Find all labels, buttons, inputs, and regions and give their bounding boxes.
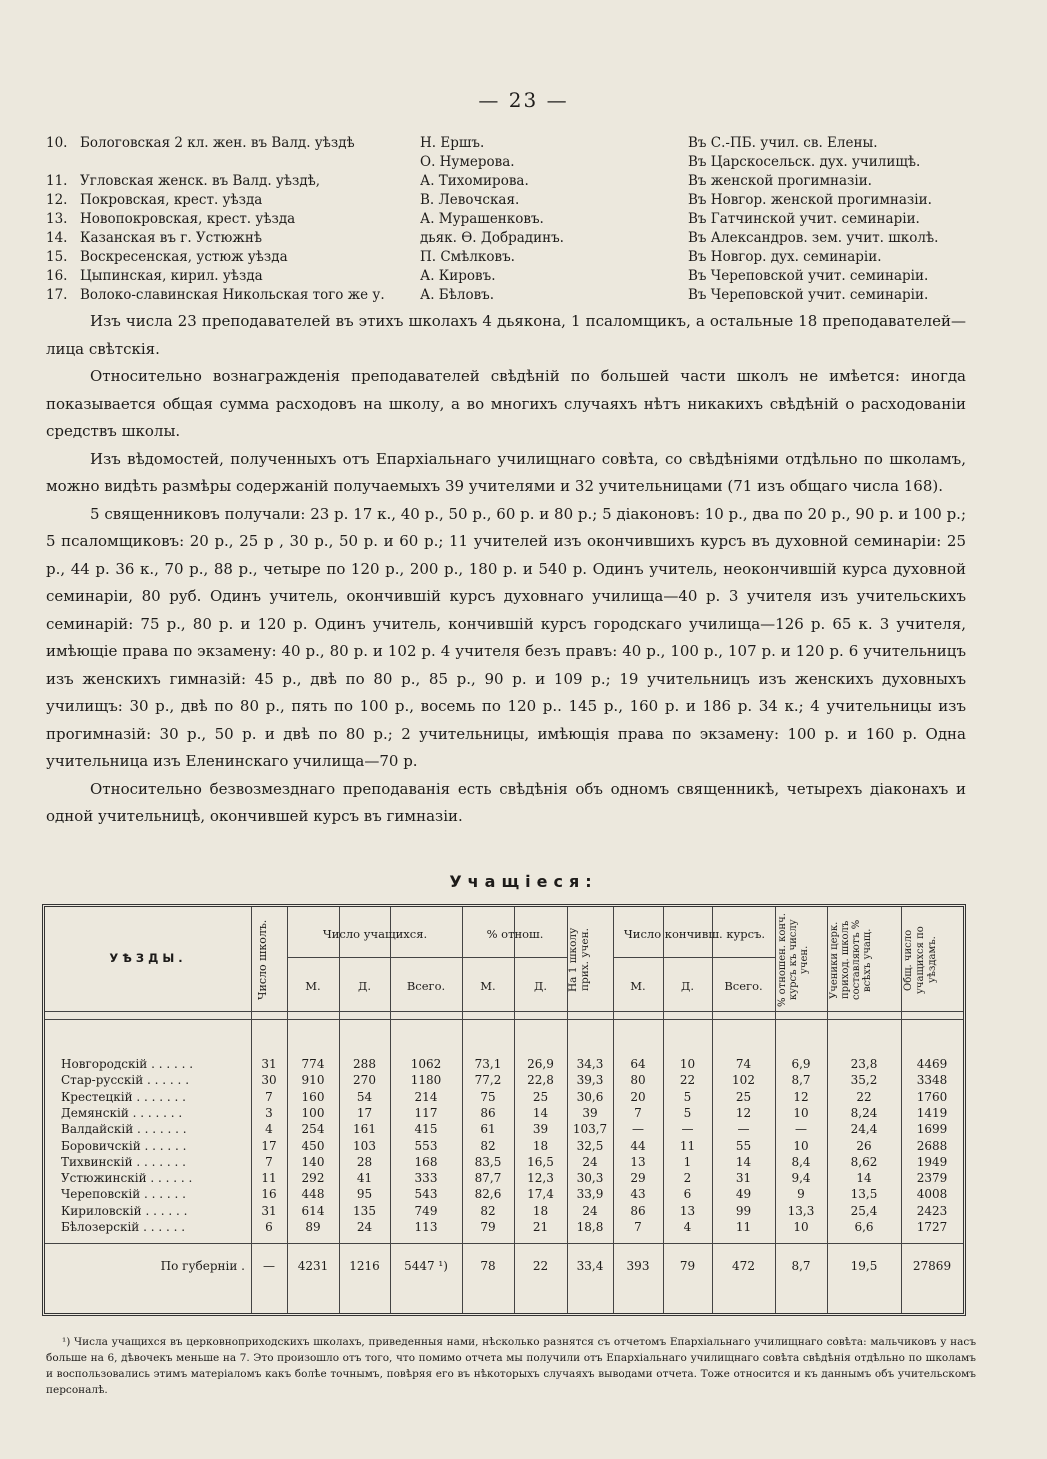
table-cell: 7 — [265, 1154, 273, 1169]
header-schools: Число школъ. — [256, 919, 269, 1001]
table-cell: 749 — [414, 1203, 438, 1218]
table-cell: 79 — [480, 1220, 496, 1234]
header-per-school: На 1 школу прих. учен. — [567, 927, 591, 993]
table-cell: 117 — [414, 1105, 438, 1120]
table-cell: 33,9 — [576, 1187, 604, 1202]
teacher-name: А. Бѣловъ. — [420, 287, 495, 303]
table-cell: 910 — [301, 1073, 325, 1088]
school-number: 14. — [46, 230, 68, 246]
table-cell: 87,7 — [474, 1171, 502, 1186]
teacher-education: Въ Новгор. женской прогимназіи. — [688, 192, 932, 208]
table-cell: 7 — [634, 1105, 642, 1120]
footnote-text: ¹) Числа учащихся въ церковноприходскихъ школахъ, приведенныя нами, нѣсколько разнятся съ отчетомъ Епархіальнаго училищнаго совѣта: мальчиковъ у насъ больше на 6, дѣвочекъ меньше на 7. Это произошло отъ того, что помимо отчета мы получили отъ Епархіальнаго училищнаго совѣта свѣдѣнія отдѣльно по школамъ и воспользовались этимъ матеріаломъ какъ болѣе точнымъ, повѣряя его въ нѣкоторыхъ случаяхъ выводами отчета. Тоже относится и къ даннымъ объ учительскомъ персоналѣ. — [46, 1336, 976, 1396]
teacher-name: А. Тихомирова. — [420, 173, 529, 189]
table-cell: 4 — [265, 1122, 273, 1137]
table-cell: 3348 — [916, 1073, 948, 1088]
table-cell: 8,24 — [850, 1105, 878, 1120]
table-cell: 24 — [356, 1220, 373, 1234]
table-cell: 292 — [301, 1171, 325, 1186]
teacher-name: П. Смѣлковъ. — [420, 249, 515, 265]
table-cell: 3 — [265, 1105, 273, 1120]
table-cell: 24,4 — [850, 1122, 878, 1137]
table-cell: 102 — [732, 1073, 755, 1088]
table-cell: 6,9 — [791, 1057, 811, 1071]
table-cell: 553 — [414, 1138, 438, 1153]
table-cell: 161 — [353, 1122, 376, 1137]
table-cell: 450 — [301, 1138, 325, 1153]
table-cell: 14 — [856, 1171, 872, 1186]
uezd-name: Тихвинскій . . . . . . . — [61, 1154, 186, 1169]
table-cell: 100 — [301, 1105, 325, 1120]
header-grads-m: М. — [630, 979, 646, 993]
uezd-name: Стар-русскій . . . . . . — [61, 1073, 190, 1088]
teacher-education: Въ Череповской учит. семинаріи. — [688, 268, 929, 284]
table-cell: 20 — [630, 1089, 646, 1104]
table-cell: — — [263, 1259, 275, 1273]
table-cell: 4231 — [297, 1259, 329, 1273]
table-cell: 28 — [356, 1154, 373, 1169]
pupils-table — [42, 904, 966, 1316]
table-cell: 17,4 — [527, 1187, 554, 1202]
page-number: — 23 — — [478, 88, 569, 112]
table-cell: 34,3 — [576, 1057, 604, 1071]
table-cell: 25 — [735, 1089, 752, 1104]
table-cell: 61 — [480, 1122, 496, 1137]
table-row — [45, 1155, 963, 1171]
table-cell: 774 — [301, 1057, 325, 1071]
table-cell: 95 — [356, 1187, 373, 1202]
table-cell: 22 — [679, 1073, 696, 1088]
table-cell: 10 — [793, 1138, 809, 1153]
table-cell: 12,3 — [527, 1171, 554, 1186]
paragraph: Относительно безвозмезднаго преподаванія есть свѣдѣнія объ одномъ священникѣ, четырехъ діаконахъ и одной учительницѣ, окончившей курсъ въ гимназіи. — [46, 779, 966, 825]
table-cell: 10 — [679, 1057, 696, 1071]
table-cell: 1 — [683, 1154, 692, 1169]
table-cell: 11 — [679, 1138, 696, 1153]
table-cell: 103,7 — [572, 1122, 608, 1137]
school-row — [46, 135, 996, 154]
table-cell: 43 — [630, 1187, 646, 1202]
table-cell: 7 — [634, 1220, 642, 1234]
header-grads-total: Всего. — [724, 979, 763, 993]
table-cell: 10 — [793, 1105, 809, 1120]
school-number: 16. — [46, 268, 68, 284]
table-cell: 1216 — [349, 1259, 380, 1273]
uezd-name: Череповскій . . . . . . — [61, 1187, 186, 1202]
table-cell: 140 — [301, 1154, 325, 1169]
footnote — [46, 1334, 976, 1398]
table-cell: 6 — [265, 1220, 273, 1234]
table-cell: 79 — [679, 1259, 696, 1273]
uezd-name: Крестецкій . . . . . . . — [61, 1089, 186, 1104]
table-cell: 5 — [683, 1089, 692, 1104]
table-cell: 31 — [261, 1057, 277, 1071]
school-number: 15. — [46, 249, 68, 265]
header-grads: Число кончивш. курсъ. — [623, 927, 766, 941]
teacher-name: А. Мурашенковъ. — [420, 211, 544, 227]
table-cell: 82,6 — [474, 1187, 502, 1202]
table-total-row — [45, 1259, 963, 1275]
table-cell: 8,7 — [791, 1073, 811, 1088]
header-grads-d: Д. — [680, 979, 694, 993]
table-cell: 415 — [414, 1122, 438, 1137]
teacher-name: Н. Ершъ. — [420, 135, 485, 151]
paragraph: 5 священниковъ получали: 23 р. 17 к., 40 р., 50 р., 60 р. и 80 р.; 5 діаконовъ: 10 р., два по 20 р., 90 р. и 100 р.; 5 псаломщиковъ: 20 р., 25 р , 30 р., 50 р. и 60 р.; 11 учителей изъ окончившихъ курсъ въ духовной семинаріи: 25 р., 44 р. 36 к., 70 р., 88 р., четыре по 120 р., 200 р., 180 р. и 540 р. Одинъ учитель, неокончившій курса духовной семинаріи, 80 руб. Одинъ учитель, окончившій курсъ духовнаго училища—40 р. 3 учителя изъ учительскихъ семинарій: 75 р., 80 р. и 120 р. Одинъ учитель, кончившій курсъ городскаго училища—126 р. 65 к. 3 учителя, имѣющіе права по экзамену: 40 р., 80 р. и 102 р. 4 учителя безъ правъ: 40 р., 100 р., 107 р. и 120 р. 6 учительницъ изъ женскихъ гимназій: 45 р., двѣ по 80 р., 85 р., 90 р. и 109 р.; 19 учительницъ изъ женскихъ духовныхъ училищъ: 30 р., двѣ по 80 р., пять по 100 р., восемь по 120 р.. 145 р., 160 р. и 186 р. 34 к.; 4 учительницы изъ прогимназій: 30 р., 50 р. и двѣ по 80 р.; 2 учительницы, имѣющія права по экзамену: 100 р. и 160 р. Одна учительница изъ Еленинскаго училища—70 р. — [46, 504, 966, 770]
paragraph: Изъ вѣдомостей, полученныхъ отъ Епархіальнаго училищнаго совѣта, со свѣдѣніями отдѣльно по школамъ, можно видѣть размѣры содержаній получаемыхъ 39 учителями и 32 учительницами (71 изъ общаго числа 168). — [46, 449, 966, 495]
table-cell: 13 — [679, 1203, 696, 1218]
school-number: 12. — [46, 192, 68, 208]
header-church-pupils: Ученики церк. приход. школъ составляютъ % всѣхъ учащ. — [829, 919, 873, 1001]
table-cell: 4 — [683, 1220, 692, 1234]
table-cell: 14 — [532, 1105, 549, 1120]
school-number: 13. — [46, 211, 68, 227]
table-cell: 74 — [735, 1057, 752, 1071]
uezd-name: Устюжинскій . . . . . . — [61, 1171, 193, 1186]
table-row — [45, 1106, 963, 1122]
table-cell: 103 — [353, 1138, 376, 1153]
teacher-education: Въ Царскосельск. дух. училищѣ. — [688, 154, 921, 170]
table-cell: 26 — [856, 1138, 872, 1153]
table-cell: — — [795, 1122, 807, 1137]
table-cell: 7 — [265, 1089, 273, 1104]
table-cell: 10 — [793, 1220, 809, 1234]
table-cell: 1062 — [410, 1057, 442, 1071]
table-cell: 6 — [683, 1187, 692, 1202]
table-cell: 13 — [630, 1154, 646, 1169]
table-row — [45, 1057, 963, 1073]
school-row — [46, 287, 996, 306]
table-cell: 25,4 — [850, 1203, 878, 1218]
table-row — [45, 1122, 963, 1138]
body-text — [46, 308, 966, 831]
table-cell: 30,3 — [576, 1171, 604, 1186]
teacher-name: дьяк. Ѳ. Добрадинъ. — [420, 230, 564, 246]
school-row — [46, 230, 996, 249]
table-cell: 254 — [301, 1122, 325, 1137]
header-m: М. — [305, 979, 321, 993]
table-row — [45, 1171, 963, 1187]
table-cell: 16 — [261, 1187, 277, 1202]
table-cell: 82 — [480, 1203, 496, 1218]
table-cell: 1699 — [916, 1122, 948, 1137]
teacher-education: Въ Новгор. дух. семинаріи. — [688, 249, 882, 265]
uezd-name: Демянскій . . . . . . . — [61, 1105, 183, 1120]
table-cell: 1760 — [916, 1089, 948, 1104]
header-total: Всего. — [406, 979, 446, 993]
table-cell: 214 — [414, 1089, 438, 1104]
table-cell: 393 — [626, 1259, 650, 1273]
table-cell: 24 — [582, 1203, 598, 1218]
table-cell: 21 — [532, 1220, 549, 1234]
school-name: Волоко-славинская Никольская того же у. — [80, 287, 385, 303]
table-cell: 614 — [301, 1203, 325, 1218]
table-cell: 1180 — [410, 1073, 442, 1088]
table-cell: 17 — [356, 1105, 373, 1120]
header-pct-m: М. — [480, 979, 496, 993]
table-cell: 18,8 — [576, 1220, 604, 1234]
school-row — [46, 192, 996, 211]
table-cell: 2423 — [916, 1203, 948, 1218]
table-cell: 333 — [414, 1171, 438, 1186]
uezd-name: По губерніи . — [160, 1259, 245, 1273]
teacher-name: О. Нумерова. — [420, 154, 515, 170]
school-row — [46, 249, 996, 268]
teacher-education: Въ Гатчинской учит. семинаріи. — [688, 211, 920, 227]
school-name: Бологовская 2 кл. жен. въ Валд. уѣздѣ — [80, 135, 355, 151]
table-cell: 2379 — [916, 1171, 948, 1186]
table-cell: 30 — [261, 1073, 277, 1088]
table-cell: 1727 — [916, 1220, 948, 1234]
table-cell: 39 — [532, 1122, 549, 1137]
school-name: Угловская женск. въ Валд. уѣздѣ, — [80, 173, 321, 189]
table-cell: 23,8 — [850, 1057, 878, 1071]
teacher-education: Въ Череповской учит. семинаріи. — [688, 287, 929, 303]
table-cell: 31 — [735, 1171, 752, 1186]
table-cell: 19,5 — [850, 1259, 878, 1273]
table-cell: 5 — [683, 1105, 692, 1120]
table-cell: 30,6 — [576, 1089, 604, 1104]
table-cell: 80 — [630, 1073, 646, 1088]
header-pct: % отнош. — [486, 927, 544, 941]
table-cell: 12 — [793, 1089, 809, 1104]
teacher-education: Въ Александров. зем. учит. школѣ. — [688, 230, 939, 246]
school-number: 11. — [46, 173, 68, 189]
school-name: Новопокровская, крест. уѣзда — [80, 211, 296, 227]
school-row — [46, 211, 996, 230]
table-cell: 22,8 — [527, 1073, 554, 1088]
header-total-uezd: Общ. число учащихся по уѣздамъ. — [903, 926, 938, 994]
table-cell: 135 — [353, 1203, 376, 1218]
table-row — [45, 1073, 963, 1089]
table-cell: 22 — [532, 1259, 549, 1273]
school-number: 17. — [46, 287, 68, 303]
table-cell: 288 — [353, 1057, 376, 1071]
table-cell: 77,2 — [474, 1073, 502, 1088]
table-cell: 8,4 — [791, 1154, 811, 1169]
header-pupils: Число учащихся. — [322, 927, 428, 941]
table-cell: — — [632, 1122, 644, 1137]
table-row — [45, 1220, 963, 1236]
uezd-name: Новгородскій . . . . . . — [61, 1057, 194, 1071]
table-cell: 55 — [735, 1138, 752, 1153]
table-cell: 13,3 — [787, 1203, 815, 1218]
table-cell: 13,5 — [850, 1187, 878, 1202]
teacher-name: А. Кировъ. — [420, 268, 496, 284]
table-row — [45, 1187, 963, 1203]
table-title: Учащіеся: — [449, 872, 598, 891]
table-cell: 270 — [353, 1073, 376, 1088]
table-cell: 22 — [856, 1089, 872, 1104]
table-cell: 31 — [261, 1203, 277, 1218]
uezd-name: Валдайскій . . . . . . . — [61, 1122, 187, 1137]
paragraph: Изъ числа 23 преподавателей въ этихъ школахъ 4 дьякона, 1 псаломщикъ, а остальные 18 преподавателей—лица свѣтскія. — [46, 312, 966, 358]
table-cell: 41 — [356, 1171, 373, 1186]
school-row — [46, 173, 996, 192]
table-cell: 32,5 — [576, 1138, 604, 1153]
table-cell: 12 — [735, 1105, 752, 1120]
table-cell: 83,5 — [474, 1154, 502, 1169]
header-d: Д. — [357, 979, 371, 993]
table-cell: 113 — [414, 1220, 438, 1234]
table-cell: 18 — [532, 1203, 549, 1218]
school-name: Покровская, крест. уѣзда — [80, 192, 263, 208]
table-cell: 448 — [301, 1187, 325, 1202]
table-cell: 168 — [414, 1154, 438, 1169]
table-cell: 8,62 — [850, 1154, 878, 1169]
table-cell: 35,2 — [850, 1073, 878, 1088]
table-cell: 39,3 — [576, 1073, 604, 1088]
table-cell: 86 — [630, 1203, 646, 1218]
table-cell: 89 — [305, 1220, 321, 1234]
table-cell: 44 — [630, 1138, 646, 1153]
table-cell: 4008 — [916, 1187, 948, 1202]
teacher-name: В. Левочская. — [420, 192, 520, 208]
table-row — [45, 1090, 963, 1106]
table-cell: 82 — [480, 1138, 496, 1153]
table-cell: 26,9 — [527, 1057, 554, 1071]
uezd-name: Кириловскій . . . . . . — [61, 1203, 188, 1218]
table-cell: 11 — [261, 1171, 277, 1186]
school-row — [46, 154, 996, 173]
header-pct-grads: % отношен. конч. курсъ къ числу учен. — [777, 913, 810, 1007]
table-cell: 39 — [582, 1105, 598, 1120]
uezd-name: Бѣлозерскій . . . . . . — [61, 1220, 186, 1234]
table-cell: 73,1 — [474, 1057, 502, 1071]
table-cell: 160 — [301, 1089, 325, 1104]
table-cell: 86 — [480, 1105, 496, 1120]
table-cell: 6,6 — [854, 1220, 874, 1234]
table-cell: 54 — [356, 1089, 373, 1104]
table-cell: 2688 — [916, 1138, 948, 1153]
table-cell: 4469 — [916, 1057, 948, 1071]
table-cell: 9 — [797, 1187, 805, 1202]
table-cell: 17 — [261, 1138, 277, 1153]
table-cell: — — [681, 1122, 694, 1137]
table-cell: 24 — [582, 1154, 598, 1169]
table-cell: 64 — [630, 1057, 646, 1071]
table-cell: 472 — [732, 1259, 755, 1273]
table-row — [45, 1139, 963, 1155]
school-row — [46, 268, 996, 287]
school-number: 10. — [46, 135, 68, 151]
header-pct-d: Д. — [533, 979, 547, 993]
table-cell: 9,4 — [791, 1171, 811, 1186]
table-cell: 18 — [532, 1138, 549, 1153]
table-cell: 33,4 — [576, 1259, 604, 1273]
school-name: Воскресенская, устюж уѣзда — [80, 249, 288, 265]
table-cell: 49 — [735, 1187, 752, 1202]
paragraph: Относительно вознагражденія преподавателей свѣдѣній по большей части школъ не имѣется: иногда показывается общая сумма расходовъ на школу, а во многихъ случаяхъ нѣтъ никакихъ свѣдѣній о расходованіи средствъ школы. — [46, 367, 966, 440]
table-cell: 543 — [414, 1187, 438, 1202]
table-cell: — — [737, 1122, 750, 1137]
table-cell: 5447 ¹) — [404, 1259, 448, 1273]
teacher-education: Въ женской прогимназіи. — [688, 173, 872, 189]
table-cell: 2 — [683, 1171, 692, 1186]
table-cell: 8,7 — [791, 1259, 811, 1273]
table-cell: 1949 — [916, 1154, 948, 1169]
header-uezdy: УѢЗДЫ. — [109, 951, 187, 965]
school-name: Казанская въ г. Устюжнѣ — [80, 230, 262, 246]
table-cell: 11 — [735, 1220, 752, 1234]
school-name: Цыпинская, кирил. уѣзда — [80, 268, 263, 284]
table-row — [45, 1204, 963, 1220]
table-cell: 78 — [480, 1259, 496, 1273]
table-cell: 16,5 — [527, 1154, 554, 1169]
table-cell: 75 — [480, 1089, 496, 1104]
table-cell: 27869 — [912, 1259, 952, 1273]
table-cell: 29 — [630, 1171, 646, 1186]
table-cell: 1419 — [916, 1105, 948, 1120]
teacher-education: Въ С.-ПБ. учил. св. Елены. — [688, 135, 878, 151]
table-cell: 25 — [532, 1089, 549, 1104]
uezd-name: Боровичскій . . . . . . — [61, 1138, 187, 1153]
table-cell: 14 — [735, 1154, 752, 1169]
table-cell: 99 — [735, 1203, 752, 1218]
